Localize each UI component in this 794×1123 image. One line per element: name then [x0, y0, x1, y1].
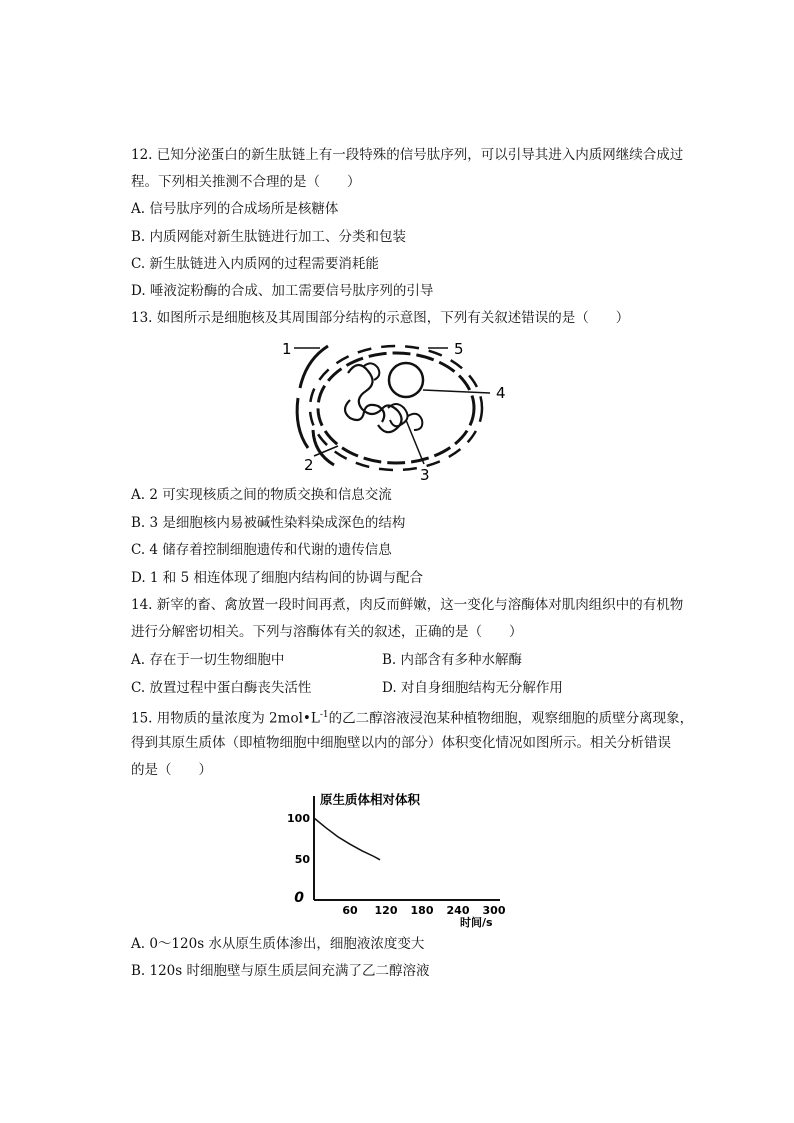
label-3: 3 — [420, 466, 430, 483]
q15-option-a: A. 0～120s 水从原生质体渗出，细胞液浓度变大 — [131, 936, 425, 952]
x-tick-label: 120 — [374, 904, 398, 917]
q14-option-a: A. 存在于一切生物细胞中 — [131, 652, 285, 668]
label-4: 4 — [496, 384, 506, 402]
x-axis-label: 时间/s — [460, 916, 493, 928]
q15-stem-post: 的乙二醇溶液浸泡某种植物细胞，观察细胞的质壁分离现象， — [328, 710, 694, 727]
y-tick-label: 50 — [294, 853, 310, 866]
q15-stem-line2: 得到其原生质体（即植物细胞中细胞壁以内的部分）体积变化情况如图所示。相关分析错误 — [131, 735, 671, 751]
er-arc-2 — [297, 398, 308, 448]
nucleolus — [389, 363, 423, 397]
x-tick-label: 180 — [410, 904, 434, 917]
chart-title: 原生质体相对体积 — [320, 792, 421, 807]
er-arc-3 — [313, 430, 334, 465]
x-tick-label: 60 — [342, 904, 358, 917]
er-arc-1 — [300, 346, 328, 388]
label-2: 2 — [304, 456, 314, 474]
q13-option-d: D. 1 和 5 相连体现了细胞内结构间的协调与配合 — [131, 570, 423, 586]
q15-stem-line3: 的是（ ） — [131, 762, 212, 778]
q13-option-a: A. 2 可实现核质之间的物质交换和信息交流 — [131, 487, 392, 503]
q12-option-b: B. 内质网能对新生肽链进行加工、分类和包装 — [131, 229, 407, 245]
q12-stem-line2: 程。下列相关推测不合理的是（ ） — [131, 174, 361, 190]
q12-option-d: D. 唾液淀粉酶的合成、加工需要信号肽序列的引导 — [131, 283, 434, 299]
q13-stem: 13. 如图所示是细胞核及其周围部分结构的示意图，下列有关叙述错误的是（ ） — [131, 310, 630, 326]
leader-4 — [423, 390, 490, 393]
q12-option-a: A. 信号肽序列的合成场所是核糖体 — [131, 201, 339, 217]
q13-option-b: B. 3 是细胞核内易被碱性染料染成深色的结构 — [131, 515, 406, 531]
y-tick-label: 0 — [294, 890, 304, 906]
q15-stem-sup: -1 — [319, 710, 329, 720]
x-tick-label: 300 — [482, 904, 506, 917]
y-tick-label: 100 — [287, 812, 310, 825]
label-5: 5 — [454, 340, 464, 358]
label-1: 1 — [282, 340, 292, 358]
q14-option-d: D. 对自身细胞结构无分解作用 — [382, 680, 563, 696]
q14-option-c: C. 放置过程中蛋白酶丧失活性 — [131, 680, 312, 696]
q12-option-c: C. 新生肽链进入内质网的过程需要消耗能 — [131, 256, 379, 272]
q15-stem-line1 — [131, 705, 693, 729]
nucleus-diagram — [278, 338, 518, 483]
q15-option-b: B. 120s 时细胞壁与原生质层间充满了乙二醇溶液 — [131, 963, 430, 979]
volume-chart — [282, 788, 507, 928]
series-line — [314, 818, 380, 860]
q14-stem-line2: 进行分解密切相关。下列与溶酶体有关的叙述，正确的是（ ） — [131, 624, 523, 640]
x-tick-label: 240 — [446, 904, 470, 917]
q13-option-c: C. 4 储存着控制细胞遗传和代谢的遗传信息 — [131, 542, 392, 558]
q15-stem-pre: 15. 用物质的量浓度为 2mol•L — [131, 710, 320, 727]
q14-stem-line1: 14. 新宰的畜、禽放置一段时间再煮，肉反而鲜嫩，这一变化与溶酶体对肌肉组织中的有机物 — [131, 597, 684, 613]
q12-stem-line1: 12. 已知分泌蛋白的新生肽链上有一段特殊的信号肽序列，可以引导其进入内质网继续合成过 — [131, 147, 684, 163]
q14-option-b: B. 内部含有多种水解酶 — [382, 652, 523, 668]
